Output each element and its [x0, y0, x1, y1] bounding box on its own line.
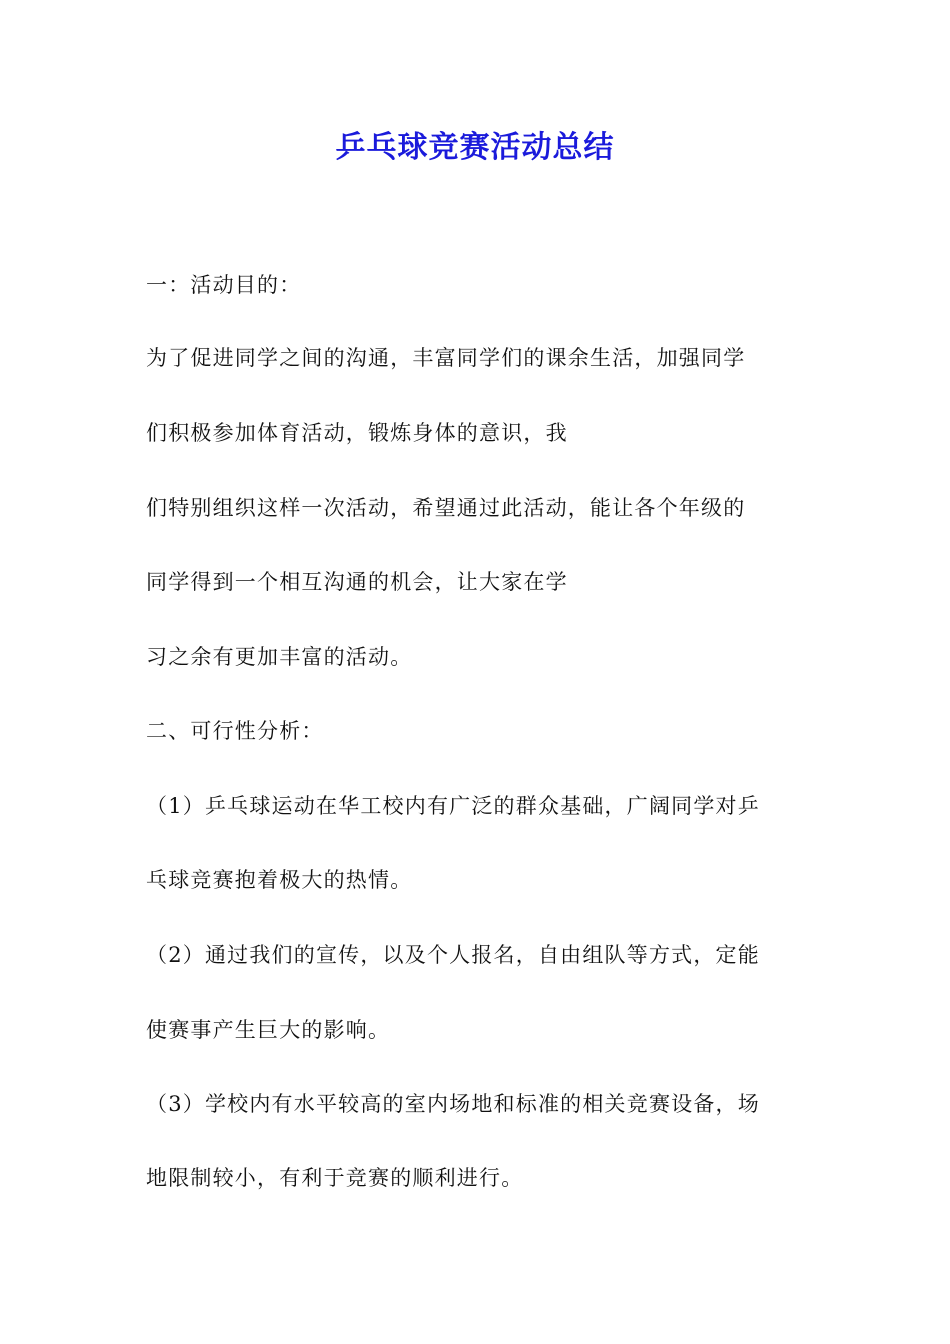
- paragraph-line: （1）乒乓球运动在华工校内有广泛的群众基础，广阔同学对乒: [146, 794, 760, 818]
- paragraph-line: 使赛事产生巨大的影响。: [146, 1018, 391, 1042]
- section-heading-purpose: 一：活动目的：: [146, 273, 302, 297]
- document-title: 乒乓球竞赛活动总结: [335, 130, 615, 165]
- paragraph-line: 同学得到一个相互沟通的机会，让大家在学: [146, 570, 568, 594]
- paragraph-line: （2）通过我们的宣传，以及个人报名，自由组队等方式，定能: [146, 943, 760, 967]
- paragraph-line: 为了促进同学之间的沟通，丰富同学们的课余生活，加强同学: [146, 346, 746, 370]
- paragraph-line: （3）学校内有水平较高的室内场地和标准的相关竞赛设备，场: [146, 1092, 760, 1116]
- paragraph-line: 乓球竞赛抱着极大的热情。: [146, 868, 413, 892]
- paragraph-line: 们积极参加体育活动，锻炼身体的意识，我: [146, 421, 568, 445]
- paragraph-line: 习之余有更加丰富的活动。: [146, 645, 413, 669]
- section-heading-feasibility: 二、可行性分析：: [146, 719, 324, 743]
- paragraph-line: 地限制较小，有利于竞赛的顺利进行。: [146, 1166, 524, 1190]
- paragraph-line: 们特别组织这样一次活动，希望通过此活动，能让各个年级的: [146, 496, 746, 520]
